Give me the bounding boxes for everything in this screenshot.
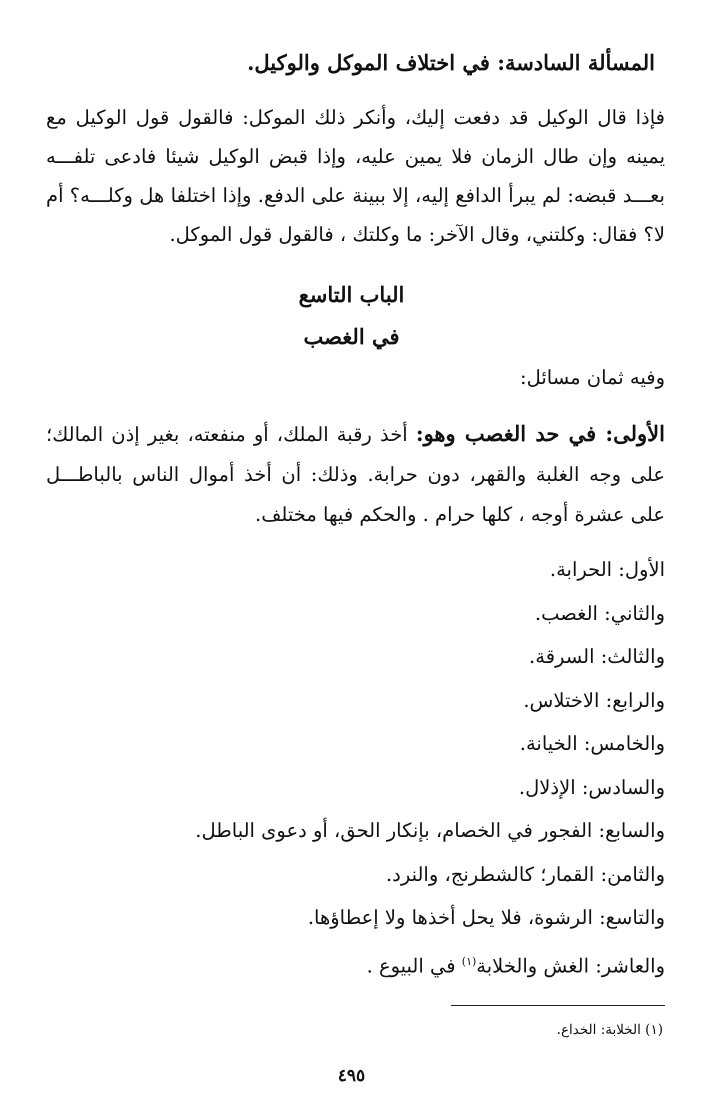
list-item-last-text: والعاشر: الغش والخلابة <box>476 954 665 977</box>
list-item: والثالث: السرقة. <box>529 645 665 668</box>
list-item: والتاسع: الرشوة، فلا يحل أخذها ولا إعطاؤها. <box>307 906 665 929</box>
footnote-marker: (١) <box>461 954 477 968</box>
list-item: والثامن: القمار؛ كالشطرنج، والنرد. <box>385 862 665 886</box>
list-item: والرابع: الاختلاس. <box>523 688 665 712</box>
page-number: ٤٩٥ <box>337 1066 366 1086</box>
list-item-last-tail: في البيوع . <box>366 954 462 977</box>
list-item: والسابع: الفجور في الخصام، بإنكار الحق، أو دعوى الباطل. <box>195 819 665 842</box>
definition-body: أخذ رقبة الملك، أو منفعته، بغير إذن المالك؛ على وجه الغلبة والقهر، دون حرابة. وذلك: أن أخذ أموال الناس بالباطـــل على عشرة أوجه ، كلها حرام . والحكم فيها مختلف. <box>46 423 665 526</box>
list-item: والثاني: الغصب. <box>534 601 665 625</box>
chapter-intro: وفيه ثمان مسائل: <box>520 366 665 389</box>
enumerated-list <box>195 548 665 983</box>
body-paragraph: فإذا قال الوكيل قد دفعت إليك، وأنكر ذلك الموكل: فالقول قول الوكيل مع يمينه وإن طال الزمان فلا يمين عليه، وإذا قبض الوكيل شيئا فادعى تلفـــه بعـــد قبضه: لم يبرأ الدافع إليه، إلا ببينة على الدفع. وإذا اختلفا هل وكلـــه؟ أم لا؟ فقال: وكلتني، وقال الآخر: ما وكلتك ، فالقول قول الموكل. <box>46 106 665 246</box>
list-item-last <box>195 940 665 984</box>
definition-lead: الأولى: في حد الغصب وهو: <box>415 421 665 446</box>
definition-paragraph <box>46 414 665 535</box>
list-item: الأول: الحرابة. <box>549 558 665 581</box>
section-heading: المسألة السادسة: في اختلاف الموكل والوكيل. <box>247 50 655 75</box>
list-item: والخامس: الخيانة. <box>519 732 665 755</box>
list-item: والسادس: الإذلال. <box>518 775 665 799</box>
footnote-divider <box>451 1005 665 1006</box>
chapter-title: الباب التاسع <box>298 282 405 307</box>
footnote: (١) الخلابة: الخداع. <box>556 1022 663 1038</box>
chapter-subtitle: في الغصب <box>303 324 400 349</box>
